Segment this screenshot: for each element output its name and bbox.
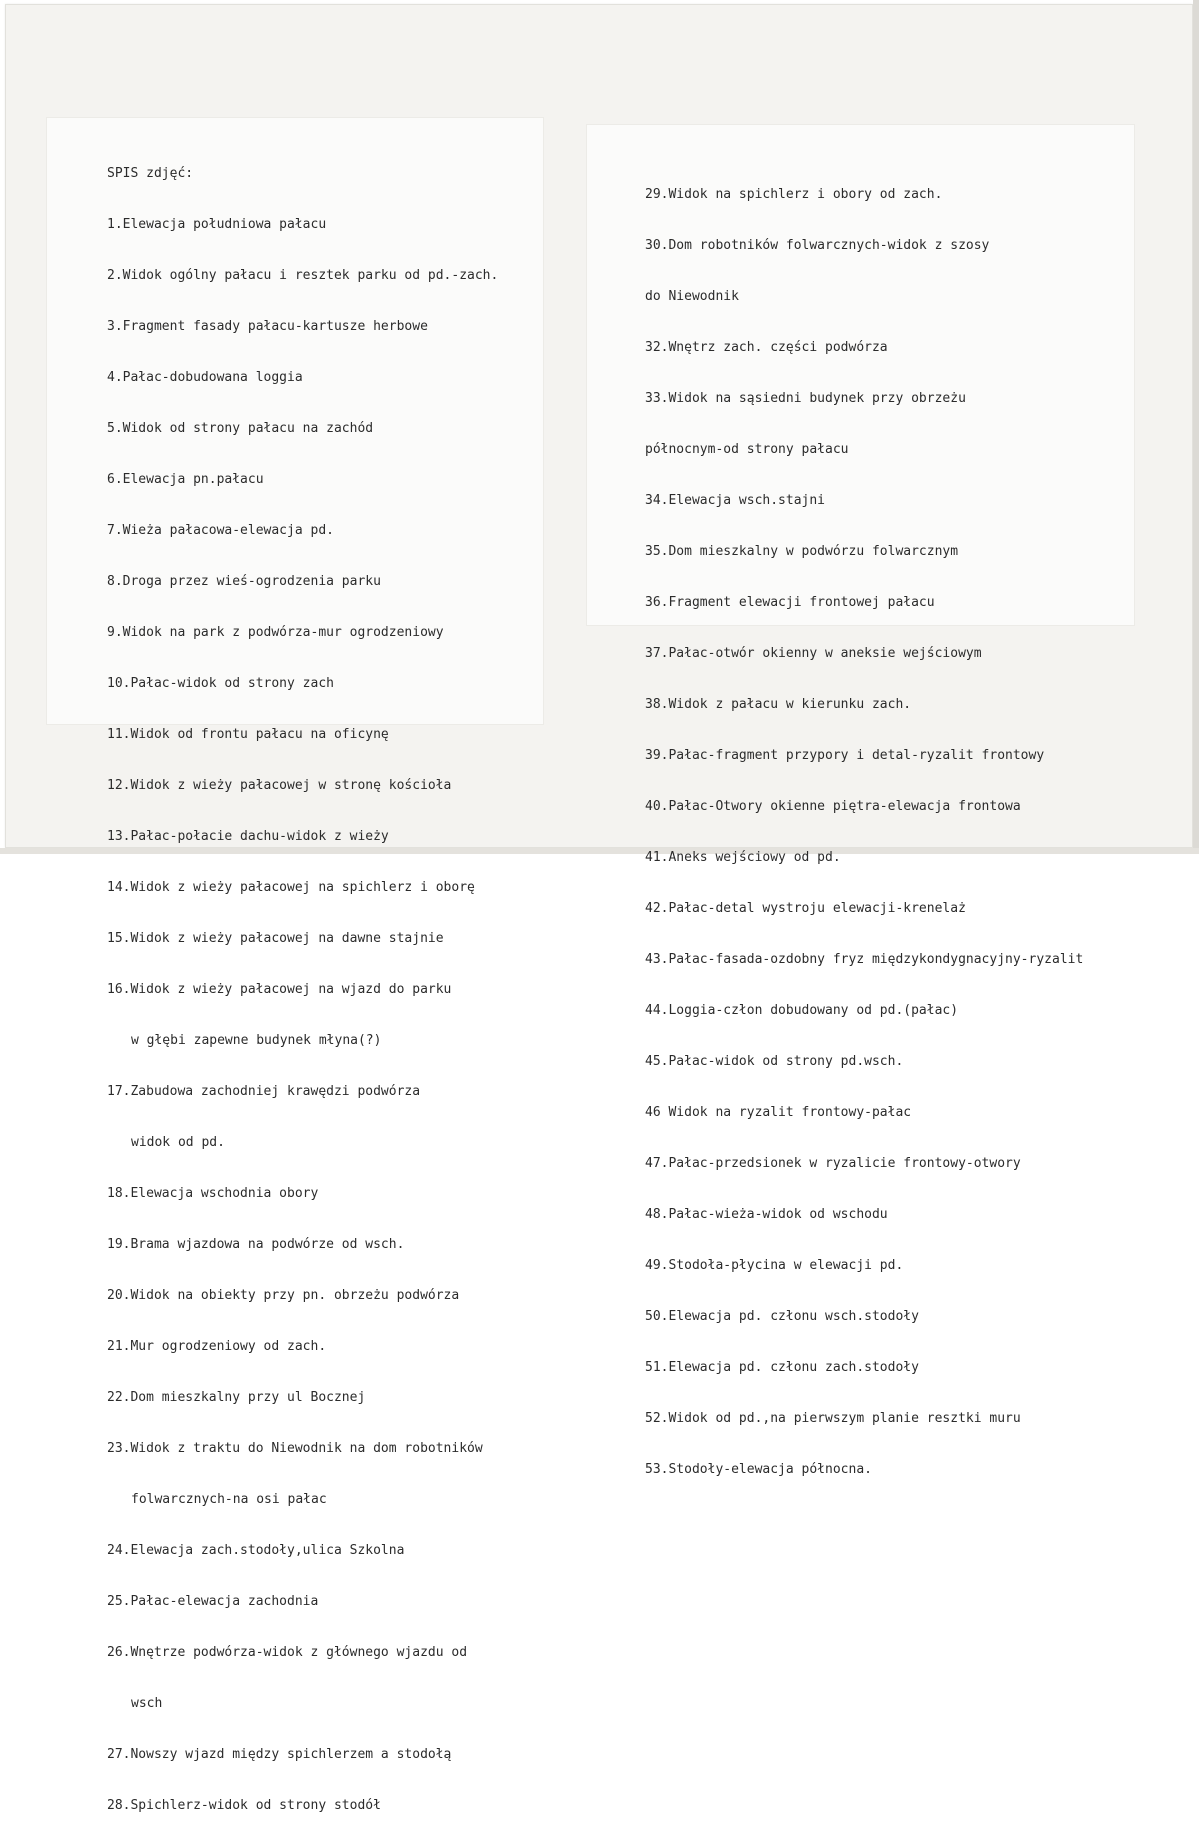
scan-edge-right [1193,0,1199,854]
list-item-continuation: wsch [131,1696,163,1711]
list-item: 40.Pałac-Otwory okienne piętra-elewacja frontowa [645,799,1021,814]
list-item: 30.Dom robotników folwarcznych-widok z szosy [645,238,990,253]
list-item: 15.Widok z wieży pałacowej na dawne stajnie [107,931,444,946]
list-item: 25.Pałac-elewacja zachodnia [107,1594,319,1609]
list-item: 41.Aneks wejściowy od pd. [645,850,841,865]
list-item: 5.Widok od strony pałacu na zachód [107,421,374,436]
list-item: 1.Elewacja południowa pałacu [107,217,327,232]
list-item: 9.Widok na park z podwórza-mur ogrodzeniowy [107,625,444,640]
list-item: 22.Dom mieszkalny przy ul Bocznej [107,1390,366,1405]
list-item-continuation: folwarcznych-na osi pałac [131,1492,327,1507]
list-item: 8.Droga przez wieś-ogrodzenia parku [107,574,381,589]
list-item: 3.Fragment fasady pałacu-kartusze herbowe [107,319,428,334]
list-item: 38.Widok z pałacu w kierunku zach. [645,697,912,712]
list-item: 12.Widok z wieży pałacowej w stronę kościoła [107,778,452,793]
list-item: 33.Widok na sąsiedni budynek przy obrzeżu [645,391,966,406]
list-item-continuation: widok od pd. [131,1135,225,1150]
list-item-continuation: w głębi zapewne budynek młyna(?) [131,1033,382,1048]
list-item: 4.Pałac-dobudowana loggia [107,370,303,385]
list-item: 35.Dom mieszkalny w podwórzu folwarcznym [645,544,959,559]
left-column [107,131,498,1831]
list-item: 43.Pałac-fasada-ozdobny fryz międzykondygnacyjny-ryzalit [645,952,1084,967]
list-item: 21.Mur ogrodzeniowy od zach. [107,1339,327,1354]
list-item: 44.Loggia-człon dobudowany od pd.(pałac) [645,1003,959,1018]
list-item: 24.Elewacja zach.stodoły,ulica Szkolna [107,1543,405,1558]
list-item: 34.Elewacja wsch.stajni [645,493,826,508]
list-item: 6.Elewacja pn.pałacu [107,472,264,487]
list-item: 27.Nowszy wjazd między spichlerzem a stodołą [107,1747,452,1762]
list-item: 7.Wieża pałacowa-elewacja pd. [107,523,334,538]
list-item: 48.Pałac-wieża-widok od wschodu [645,1207,888,1222]
list-item: 50.Elewacja pd. członu wsch.stodoły [645,1309,919,1324]
list-item: 53.Stodoły-elewacja północna. [645,1462,872,1477]
list-item: 45.Pałac-widok od strony pd.wsch. [645,1054,904,1069]
list-item: 13.Pałac-połacie dachu-widok z wieży [107,829,389,844]
list-item: 52.Widok od pd.,na pierwszym planie resztki muru [645,1411,1021,1426]
list-item: 10.Pałac-widok od strony zach [107,676,334,691]
list-item: 11.Widok od frontu pałacu na oficynę [107,727,389,742]
list-item: 2.Widok ogólny pałacu i resztek parku od pd.-zach. [107,268,499,283]
list-item: 39.Pałac-fragment przypory i detal-ryzalit frontowy [645,748,1045,763]
list-item: 29.Widok na spichlerz i obory od zach. [645,187,943,202]
list-item: 14.Widok z wieży pałacowej na spichlerz i oborę [107,880,475,895]
list-item: 18.Elewacja wschodnia obory [107,1186,319,1201]
list-item: 46 Widok na ryzalit frontowy-pałac [645,1105,912,1120]
list-item: 17.Zabudowa zachodniej krawędzi podwórza [107,1084,421,1099]
list-item: 32.Wnętrz zach. części podwórza [645,340,888,355]
list-item: 26.Wnętrze podwórza-widok z głównego wjazdu od [107,1645,468,1660]
list-item: 28.Spichlerz-widok od strony stodół [107,1798,381,1813]
list-item-continuation: północnym-od strony pałacu [645,442,849,457]
list-item: 37.Pałac-otwór okienny w aneksie wejściowym [645,646,982,661]
list-item: 23.Widok z traktu do Niewodnik na dom robotników [107,1441,483,1456]
list-item: 19.Brama wjazdowa na podwórze od wsch. [107,1237,405,1252]
list-item: 16.Widok z wieży pałacowej na wjazd do parku [107,982,452,997]
list-item: 42.Pałac-detal wystroju elewacji-krenelaż [645,901,966,916]
list-item: 49.Stodoła-płycina w elewacji pd. [645,1258,904,1273]
list-heading: SPIS zdjęć: [107,166,194,181]
list-item: 20.Widok na obiekty przy pn. obrzeżu podwórza [107,1288,460,1303]
list-item: 47.Pałac-przedsionek w ryzalicie frontowy-otwory [645,1156,1021,1171]
list-item-continuation: do Niewodnik [645,289,739,304]
list-item: 51.Elewacja pd. członu zach.stodoły [645,1360,919,1375]
right-column [645,152,1083,1495]
list-item: 36.Fragment elewacji frontowej pałacu [645,595,935,610]
